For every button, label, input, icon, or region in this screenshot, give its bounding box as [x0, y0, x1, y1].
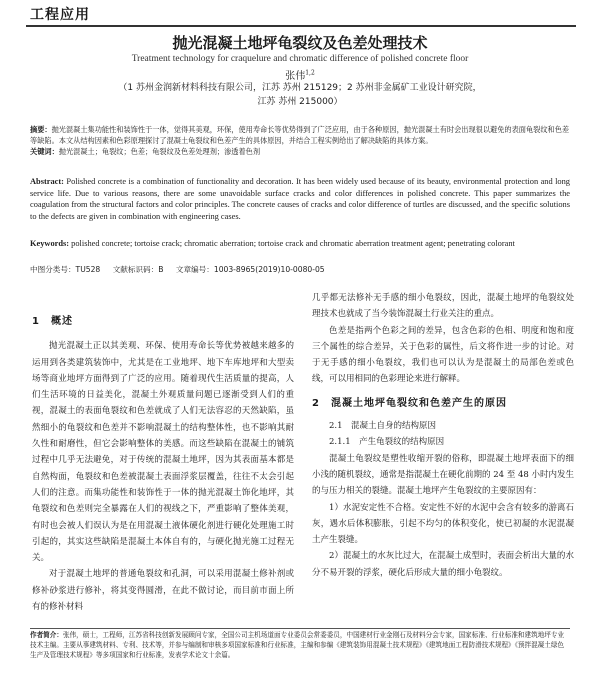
keywords-en-text: polished concrete; tortoise crack; chromatic aberration; tortoise crack and chromatic aberration treatment agent; penetrating colorant [71, 239, 515, 248]
body-column-left [32, 290, 294, 615]
keywords-en [30, 238, 570, 250]
doc-code: 文献标识码：B [112, 265, 164, 274]
abstract-en-label: Abstract: [30, 177, 64, 186]
abstract-cn-label: 摘要： [30, 125, 52, 134]
section-2-1-1-heading: 2.1.1 产生龟裂纹的结构原因 [329, 437, 445, 448]
abstract-cn-block [30, 124, 570, 157]
abstract-cn [30, 124, 570, 146]
section-tag-rule [26, 25, 576, 27]
section-2-heading: 2 混凝土地坪龟裂纹和色差产生的原因 [312, 397, 507, 409]
keywords-cn [30, 146, 570, 157]
footnote-label: 作者简介： [30, 631, 63, 639]
section-2-1-heading: 2.1 混凝土自身的结构原因 [329, 421, 437, 432]
affiliation [90, 81, 510, 109]
section-1-paragraph-3: 色差是指两个色彩之间的差异，包含色彩的色相、明度和饱和度三个属性的综合差异，关于色彩的属性，后文将作进一步的讨论。对于无手感的细小龟裂纹，我们也可以认为是混凝土的局部色差或色线，可以用相同的色彩理论来进行解释。 [312, 325, 574, 385]
body-column-right [312, 290, 574, 581]
affiliation-line-1: （1 苏州金润新材料科技有限公司，江苏 苏州 215129；2 苏州非金属矿工业设计研究院， [118, 83, 482, 93]
abstract-en [30, 176, 570, 222]
article-number: 文章编号：1003-8965(2019)10-0080-05 [175, 265, 325, 274]
section-1-paragraph-1: 抛光混凝土正以其美观、环保、使用寿命长等优势被越来越多的运用到各类建筑装饰中，尤其是在工业地坪、地下车库地坪和大型卖场等商业地坪方面得到了广泛的应用。随着现代生活质量的提高，人们生活环境的日益美化，混凝土外观质量问题已逐渐受到人们的重视，混凝土的表面龟裂纹和色差就成了人们无法容忍的天然缺陷，虽然细小的龟裂纹和色差并不影响混凝土的结构整体性，也不影响其耐久性和耐磨性，但它会影响整体的美感。而这些缺陷在混凝土的铺筑过程中几乎无法避免，对于传统的混凝土地坪，因为其表面基本都是自然构面，龟裂纹和色差被混凝土表面浮浆层覆盖，往往不太会引起人们的注意。而集功能性和装饰性于一体的抛光混凝土饰化地坪，其龟裂纹和色差则完全暴露在人们的视线之下，严重影响了整体美观，有时也会被人们误认为是在用混凝土液体硬化剂进行硬化处理施工时引起的，其实这些缺陷是混凝土本体自有的，与硬化抛光施工过程无关。 [32, 341, 294, 564]
section-tag: 工程应用 [30, 7, 90, 23]
section-2-paragraph-2: 1）水泥安定性不合格。安定性不好的水泥中会含有较多的游离石灰，遇水后体积膨胀，引起不均匀的体积变化，使已初凝的水泥混凝土产生裂缝。 [312, 502, 574, 546]
section-2-paragraph-1: 混凝土龟裂纹是塑性收缩开裂的俗称，即混凝土地坪表面下的细小浅的随机裂纹，通常是指混凝土在硬化前期的 24 至 48 小时内发生的与压力相关的裂缝。混凝土地坪产生龟裂纹的主要原因有： [312, 453, 574, 497]
clc-number: 中图分类号：TU528 [30, 265, 101, 274]
paper-en-title: Treatment technology for craquelure and chromatic difference of polished concrete floor [131, 54, 469, 64]
keywords-en-label: Keywords: [30, 239, 70, 248]
keywords-cn-label: 关键词： [30, 147, 59, 156]
keywords-cn-text: 抛光混凝土；龟裂纹；色差；龟裂纹及色差处理剂；渗透着色剂 [58, 147, 261, 156]
section-2-paragraph-3: 2）混凝土的水灰比过大，在混凝土成型时，表面会析出大量的水分不易开裂的浮浆，硬化后形成大量的细小龟裂纹。 [312, 551, 574, 578]
author-affil-sup: 1,2 [305, 69, 315, 77]
section-1-heading: 1 概述 [32, 316, 73, 327]
meta-line [30, 264, 570, 275]
affiliation-line-2: 江苏 苏州 215000） [257, 97, 343, 107]
footnote-rule [30, 628, 570, 629]
footnote-text: 张伟，硕士，工程师，江苏省科技创新发展顾问专家，全国公司主机场道面专业委员会常委委员，中国建材行业金刚石及材料分会专家，国家标准、行业标准和建筑地坪专业技术主编。主要从事建筑材料、专利、技术等，并参与编制和审核多项国家标准和行业标准，主编和参编《建筑装饰用混凝土技术规程》《建筑地面工程防滑技术规程》《预拌混凝土绿色生产及管理技术规程》等多项国家和行业标准，发表学术论文十余篇。 [30, 631, 565, 660]
paper-title: 抛光混凝土地坪龟裂纹及色差处理技术 [172, 34, 428, 52]
author-line [0, 67, 600, 82]
section-1-paragraph-2-cont: 几乎都无法修补无手感的细小龟裂纹，因此，混凝土地坪的龟裂纹处理技术也就成了当今装饰混凝土行业关注的重点。 [312, 293, 574, 320]
author-footnote [30, 630, 570, 661]
author-name: 张伟 [285, 71, 306, 82]
section-1-paragraph-2: 对于混凝土地坪的普通龟裂纹和孔洞，可以采用混凝土修补剂或修补砂浆进行修补，将其变得圆滑，在此不做讨论，而目前市面上所有的修补材料 [32, 569, 294, 613]
abstract-en-text: Polished concrete is a combination of functionality and decoration. It has been widely used because of its beauty, environmental protection and long service life. Due to various reasons, there are some unavoidable surface cracks and color differences in polished concrete. This paper summarizes the coagulation from the structural factors and color principles. The concrete causes of cracks and color difference of turtles are discussed, and the specific solutions to the defects are given in combination with engineering cases. [30, 177, 570, 221]
abstract-cn-text: 抛光混凝土集功能性和装饰性于一体，觉得其美观，环保，使用寿命长等优势得到了广泛应用，由于各种原因，抛光混凝土有时会出现很以避免的表面龟裂纹和色差等缺陷。本文从结构因素和色彩原理探讨了混凝土龟裂纹和色差产生的具体原因，并结合工程实例给出了解决缺陷的具体方案。 [30, 125, 570, 145]
